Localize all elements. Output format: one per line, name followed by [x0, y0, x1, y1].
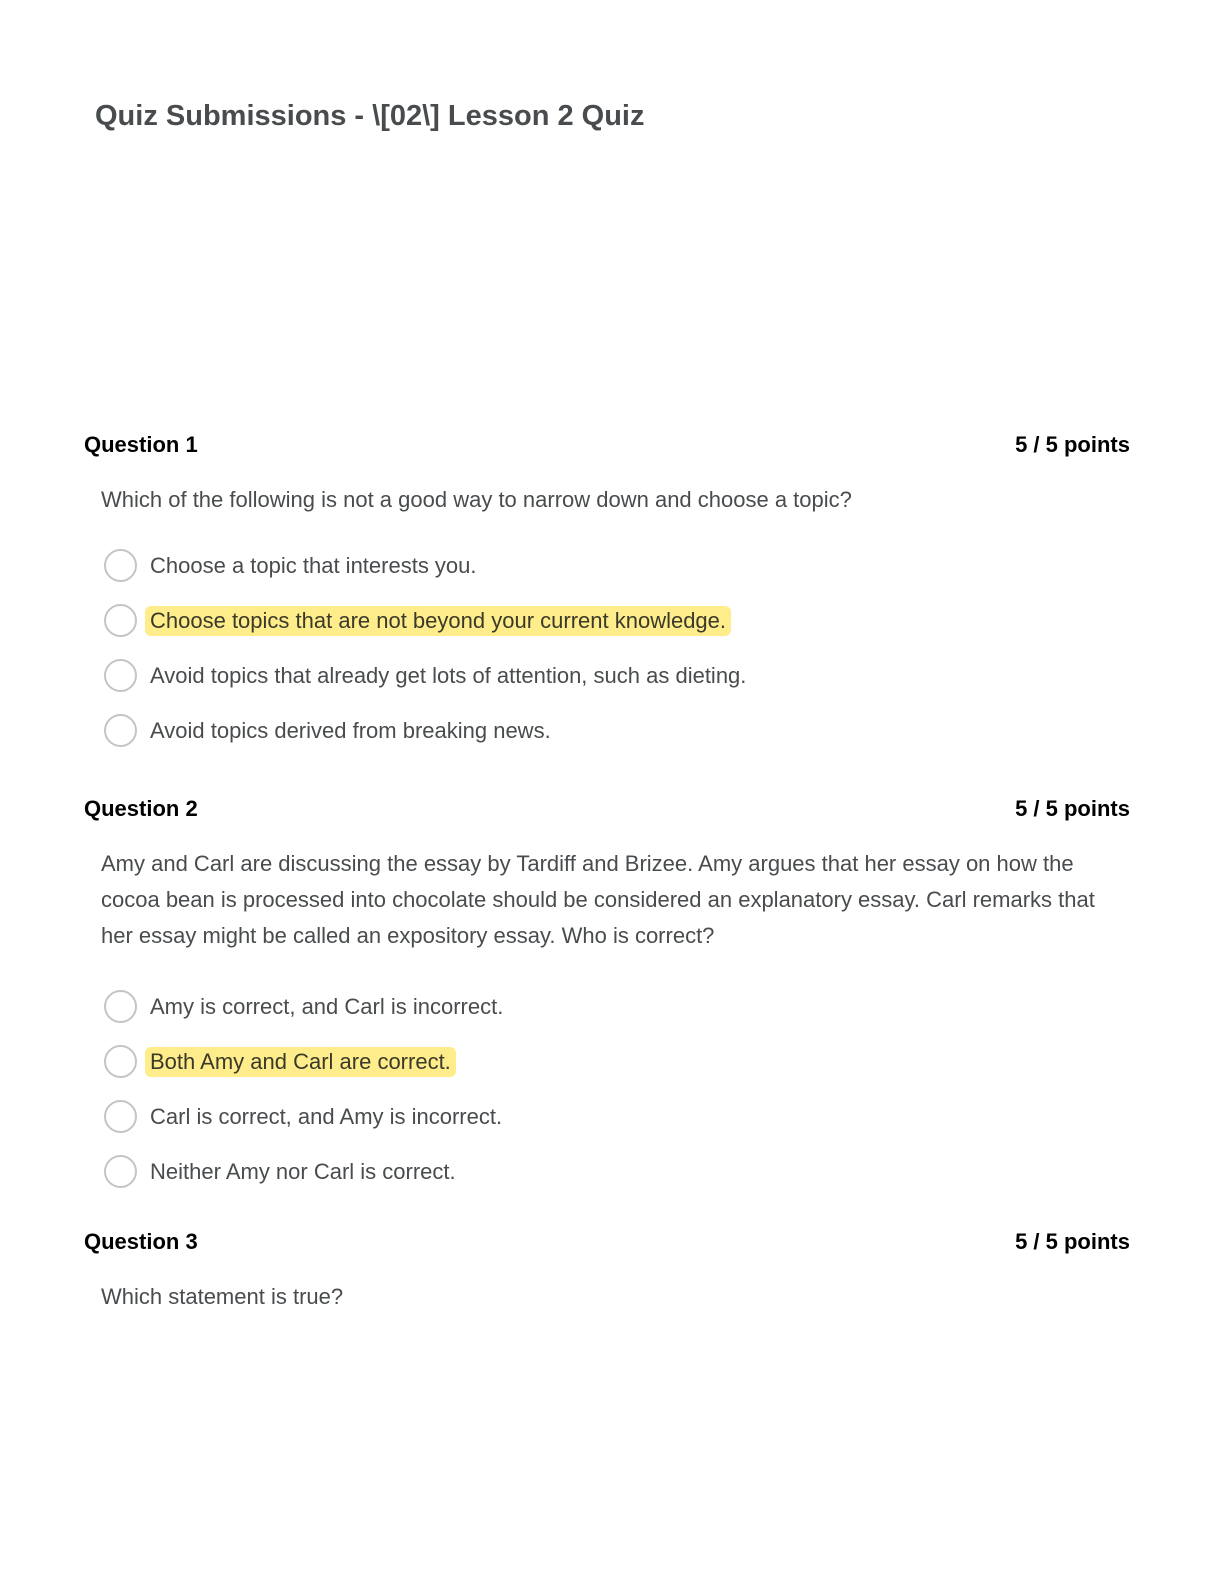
question-prompt: Amy and Carl are discussing the essay by Tardiff and Brizee. Amy argues that her essay on how the cocoa bean is processed into chocolate should be considered an explanatory essay. Carl remarks that her essay might be called an expository essay. Who is correct?: [101, 851, 1095, 948]
answer-option[interactable]: [104, 1144, 1130, 1199]
answer-options: [104, 538, 1130, 758]
radio-button[interactable]: [104, 1100, 137, 1133]
radio-button[interactable]: [104, 604, 137, 637]
answer-option-label-highlighted: Both Amy and Carl are correct.: [145, 1047, 456, 1077]
answer-option[interactable]: [104, 538, 1130, 593]
question-title: Question 1: [84, 432, 198, 457]
radio-button[interactable]: [104, 659, 137, 692]
answer-option[interactable]: [104, 703, 1130, 758]
question-1: [84, 432, 1130, 758]
answer-option[interactable]: [104, 648, 1130, 703]
radio-button[interactable]: [104, 990, 137, 1023]
answer-option-label: Avoid topics that already get lots of attention, such as dieting.: [150, 662, 747, 688]
page-title: Quiz Submissions - \[02\] Lesson 2 Quiz: [95, 100, 645, 132]
question-header: [84, 432, 1130, 462]
answer-option-label: Amy is correct, and Carl is incorrect.: [150, 993, 504, 1019]
answer-option-label: Neither Amy nor Carl is correct.: [150, 1158, 456, 1184]
question-header: [84, 796, 1130, 826]
answer-option-label: Avoid topics derived from breaking news.: [150, 717, 551, 743]
answer-option[interactable]: [104, 593, 1130, 648]
question-title: Question 2: [84, 796, 198, 821]
question-title: Question 3: [84, 1229, 198, 1254]
answer-option-label: Carl is correct, and Amy is incorrect.: [150, 1103, 503, 1129]
question-3: [84, 1229, 1130, 1315]
answer-option[interactable]: [104, 1089, 1130, 1144]
question-2: [84, 796, 1130, 1199]
question-points: 5 / 5 points: [1015, 432, 1130, 457]
question-prompt: Which of the following is not a good way to narrow down and choose a topic?: [101, 487, 852, 512]
answer-options: [104, 979, 1130, 1199]
question-header: [84, 1229, 1130, 1259]
answer-option-label-highlighted: Choose topics that are not beyond your current knowledge.: [145, 606, 731, 636]
answer-option[interactable]: [104, 979, 1130, 1034]
radio-button[interactable]: [104, 1045, 137, 1078]
radio-button[interactable]: [104, 549, 137, 582]
radio-button[interactable]: [104, 1155, 137, 1188]
question-points: 5 / 5 points: [1015, 1229, 1130, 1254]
radio-button[interactable]: [104, 714, 137, 747]
question-points: 5 / 5 points: [1015, 796, 1130, 821]
answer-option[interactable]: [104, 1034, 1130, 1089]
answer-option-label: Choose a topic that interests you.: [150, 552, 477, 578]
question-prompt: Which statement is true?: [101, 1284, 344, 1309]
